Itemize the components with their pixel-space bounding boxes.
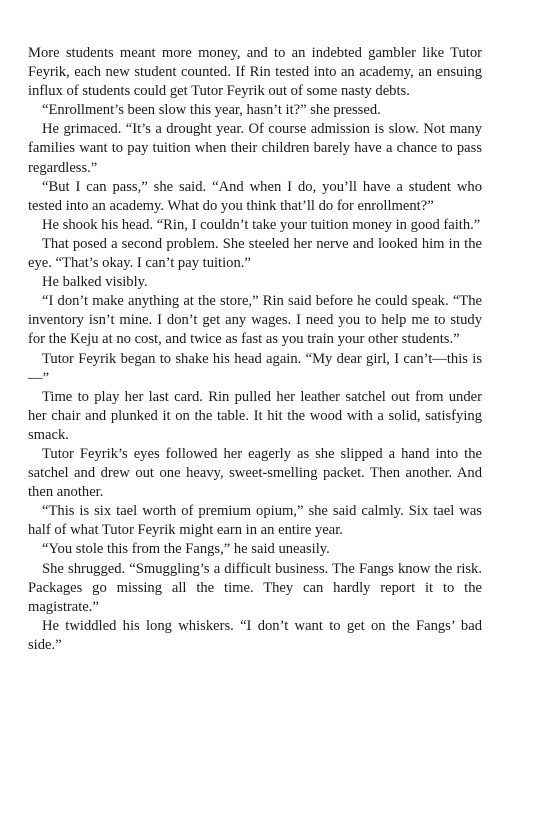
paragraph: He twiddled his long whiskers. “I don’t want to get on the Fangs’ bad side.”	[28, 617, 482, 653]
paragraph: More students meant more money, and to an indebted gambler like Tutor Feyrik, each new student counted. If Rin tested into an academy, an ensuing influx of students could get Tutor Feyrik out of some nasty debts.	[28, 45, 482, 100]
paragraph: “You stole this from the Fangs,” he said uneasily.	[42, 541, 330, 558]
book-page-text	[28, 44, 482, 655]
paragraph: Tutor Feyrik’s eyes followed her eagerly as she slipped a hand into the satchel and drew out one heavy, sweet-smelling packet. Then another. And then another.	[28, 445, 482, 501]
paragraph: That posed a second problem. She steeled her nerve and looked him in the eye. “That’s okay. I can’t pay tuition.”	[28, 235, 482, 272]
paragraph: He balked visibly.	[42, 274, 148, 291]
paragraph: She shrugged. “Smuggling’s a difficult business. The Fangs know the risk. Packages go missing all the time. They can hardly report it to the magistrate.”	[28, 560, 482, 615]
paragraph: Tutor Feyrik began to shake his head again. “My dear girl, I can’t—this is—”	[28, 350, 482, 386]
paragraph: He shook his head. “Rin, I couldn’t take your tuition money in good faith.”	[42, 216, 481, 233]
paragraph: Time to play her last card. Rin pulled her leather satchel out from under her chair and plunked it on the table. It hit the wood with a solid, satisfying smack.	[28, 388, 482, 443]
paragraph: He grimaced. “It’s a drought year. Of course admission is slow. Not many families want to pay tuition when their children barely have a chance to pass regardless.”	[28, 121, 482, 176]
paragraph: “I don’t make anything at the store,” Rin said before he could speak. “The inventory isn’t mine. I don’t get any wages. I need you to help me to study for the Keju at no cost, and twice as fast as you train your other students.”	[28, 293, 482, 348]
paragraph: “Enrollment’s been slow this year, hasn’t it?” she pressed.	[42, 102, 381, 119]
paragraph: “This is six tael worth of premium opium,” she said calmly. Six tael was half of what Tutor Feyrik might earn in an entire year.	[28, 503, 482, 539]
paragraph: “But I can pass,” she said. “And when I do, you’ll have a student who tested into an academy. What do you think that’ll do for enrollment?”	[28, 178, 482, 214]
